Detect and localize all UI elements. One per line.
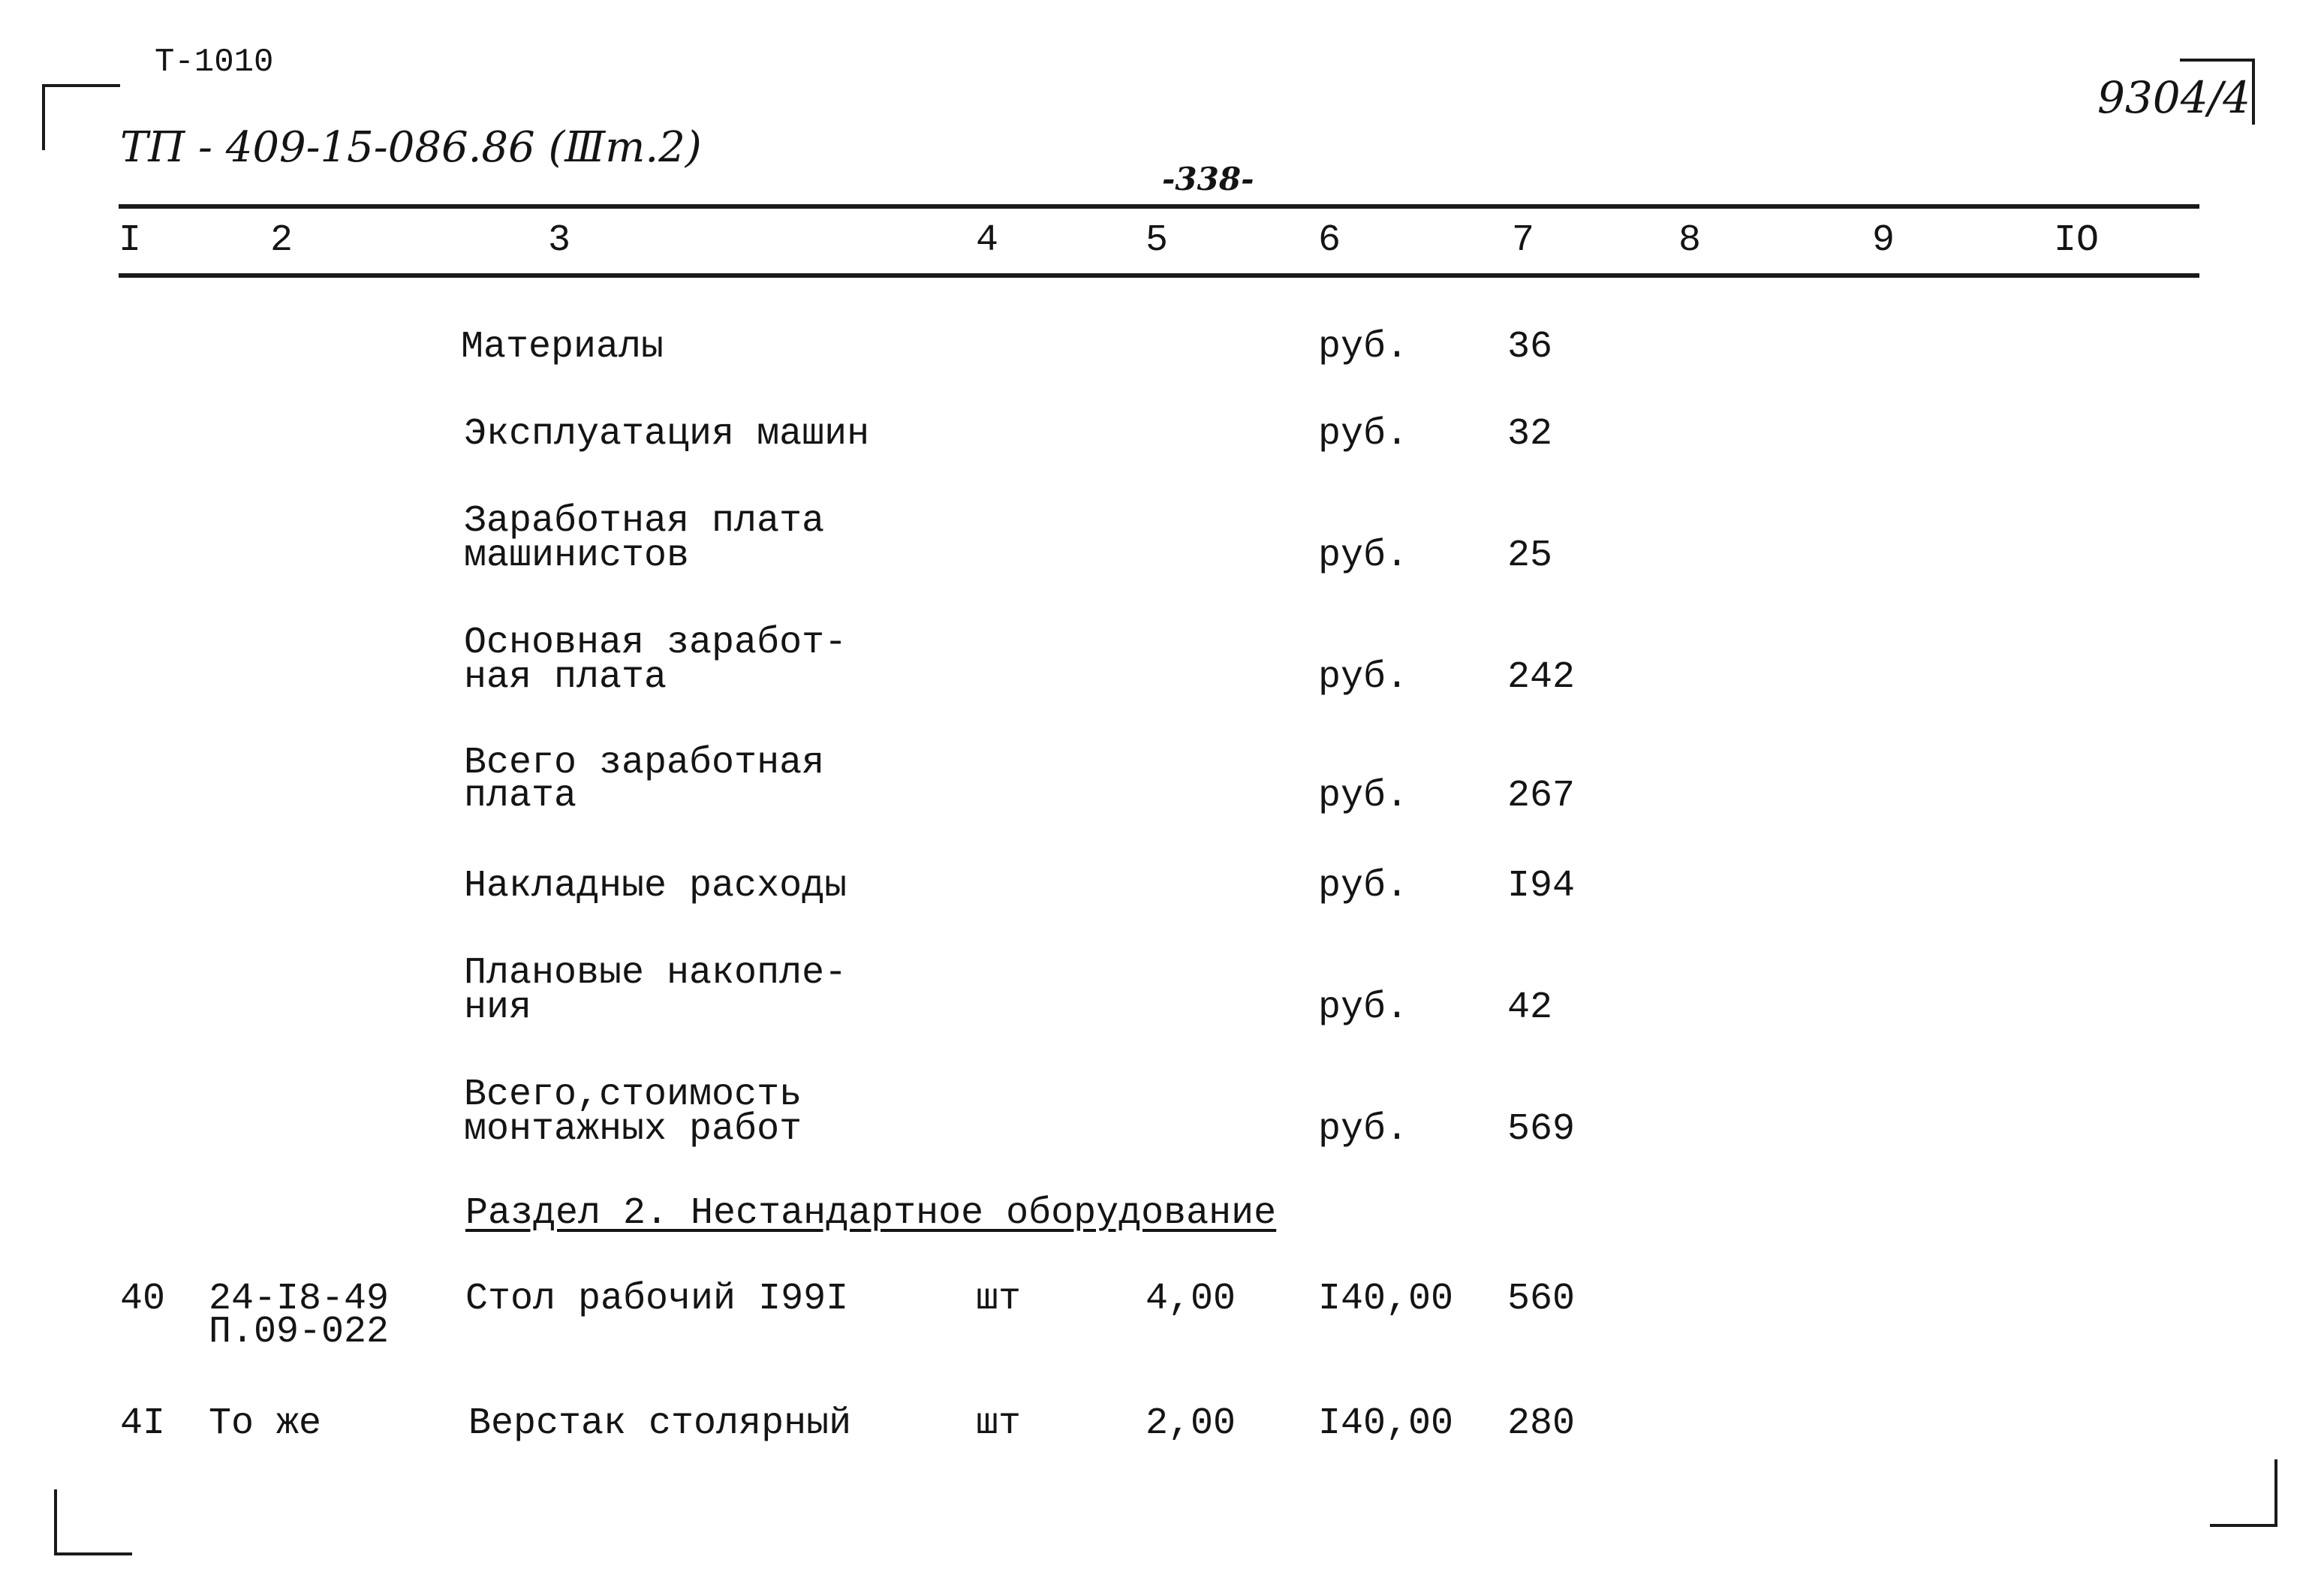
inventory-number: 9304/4 <box>2097 72 2251 123</box>
row-name-line1: Всего заработная <box>464 742 825 784</box>
column-number: 3 <box>548 219 571 262</box>
item-name: Верстак столярный <box>468 1402 852 1445</box>
row-name-line1: Основная заработ- <box>464 622 847 664</box>
column-number: 7 <box>1512 219 1535 262</box>
row-value: 42 <box>1507 986 1553 1029</box>
row-value: 242 <box>1507 656 1576 699</box>
row-unit: руб. <box>1318 413 1409 456</box>
row-name-line2: монтажных работ <box>464 1108 802 1151</box>
row-unit: руб. <box>1318 986 1409 1029</box>
item-unit: шт <box>976 1402 1022 1445</box>
item-number: 4I <box>120 1402 166 1445</box>
row-unit: руб. <box>1318 656 1409 699</box>
item-price: I40,00 <box>1318 1278 1454 1320</box>
item-total: 280 <box>1507 1402 1576 1445</box>
item-quantity: 2,00 <box>1145 1402 1236 1445</box>
item-code-line1: То же <box>209 1402 322 1445</box>
row-name-line2: плата <box>464 775 577 818</box>
column-number: 4 <box>976 219 999 262</box>
document-code: ТП - 409-15-086.86 (Ⅲт.2) <box>120 123 702 172</box>
column-number: 2 <box>270 219 294 262</box>
column-number: 8 <box>1678 219 1702 262</box>
row-name-line1: Всего,стоимость <box>464 1074 802 1116</box>
section-title: Раздел 2. Нестандартное оборудование <box>465 1192 1277 1235</box>
row-name-line2: ния <box>464 986 532 1029</box>
row-name-line1: Плановые накопле- <box>464 952 847 995</box>
item-code-line1: 24-I8-49 <box>209 1278 390 1320</box>
row-value: I94 <box>1507 865 1576 908</box>
corner-mark-bottom-right <box>2210 1459 2277 1527</box>
row-name-line2: машинистов <box>464 535 690 577</box>
row-name: Материалы <box>461 326 664 369</box>
document-stamp: Т-1010 <box>155 44 274 81</box>
item-name: Стол рабочий I99I <box>465 1278 849 1320</box>
row-unit: руб. <box>1318 865 1409 908</box>
item-code-line2: П.09-022 <box>209 1311 390 1354</box>
row-name-line2: ная плата <box>464 656 667 699</box>
column-number: I <box>119 219 142 262</box>
item-number: 40 <box>120 1278 166 1320</box>
row-value: 267 <box>1507 775 1576 818</box>
column-number: IO <box>2054 219 2100 262</box>
corner-mark-top-left <box>42 84 120 150</box>
column-number: 9 <box>1872 219 1895 262</box>
column-number: 5 <box>1145 219 1169 262</box>
row-value: 25 <box>1507 535 1553 577</box>
row-name: Эксплуатация машин <box>464 413 870 456</box>
page-number: -338- <box>1162 161 1254 197</box>
item-total: 560 <box>1507 1278 1576 1320</box>
row-value: 32 <box>1507 413 1553 456</box>
row-unit: руб. <box>1318 326 1409 369</box>
item-quantity: 4,00 <box>1145 1278 1236 1320</box>
item-unit: шт <box>976 1278 1022 1320</box>
row-name-line1: Заработная плата <box>464 500 825 543</box>
row-unit: руб. <box>1318 775 1409 818</box>
item-price: I40,00 <box>1318 1402 1454 1445</box>
row-name: Накладные расходы <box>464 865 847 908</box>
row-value: 569 <box>1507 1108 1576 1151</box>
table-header-rule <box>119 273 2199 278</box>
row-unit: руб. <box>1318 535 1409 577</box>
column-number: 6 <box>1318 219 1341 262</box>
corner-mark-bottom-left <box>54 1489 132 1555</box>
row-value: 36 <box>1507 326 1553 369</box>
table-top-rule <box>119 204 2199 209</box>
row-unit: руб. <box>1318 1108 1409 1151</box>
